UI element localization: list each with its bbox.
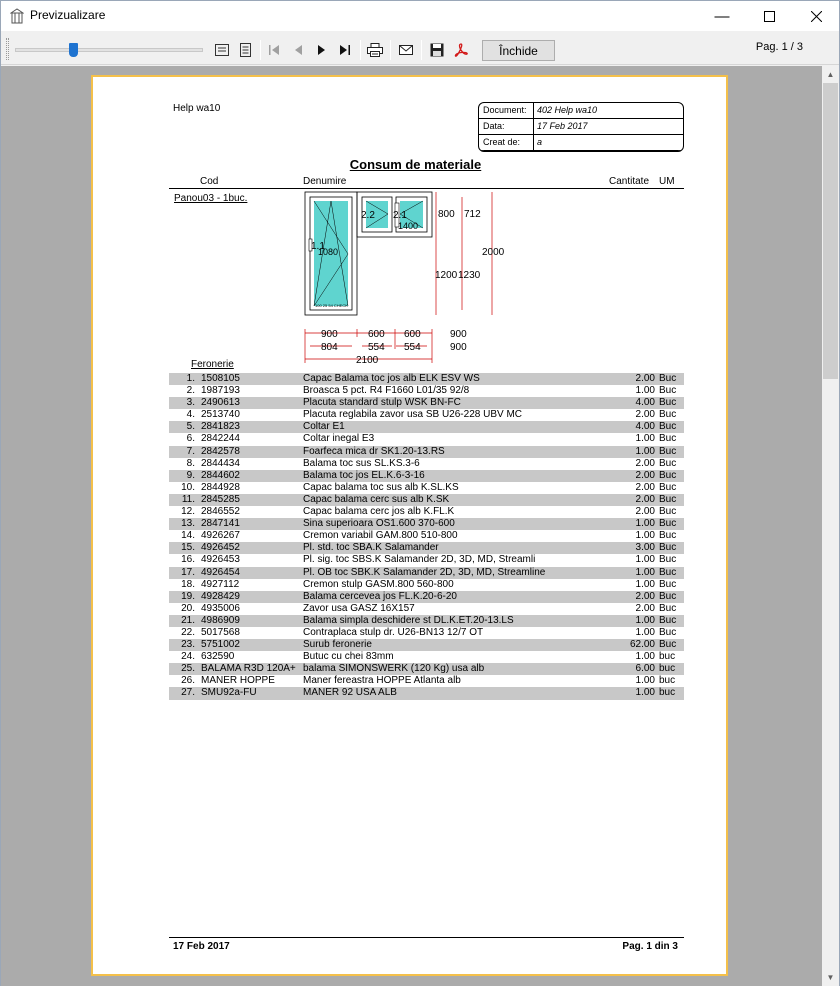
dimension-label: 554 bbox=[404, 342, 421, 353]
table-row bbox=[169, 530, 684, 542]
row-name: Capac balama cerc sus alb K.SK bbox=[303, 493, 450, 505]
close-preview-button[interactable]: Închide bbox=[482, 40, 555, 61]
row-code: 4926453 bbox=[201, 554, 240, 566]
column-header-denumire: Denumire bbox=[303, 176, 347, 187]
next-page-icon bbox=[317, 44, 327, 56]
doc-info-key: Data: bbox=[483, 121, 505, 131]
row-unit: Buc bbox=[659, 639, 677, 651]
table-row bbox=[169, 651, 684, 663]
row-number: 4. bbox=[186, 409, 195, 421]
table-row bbox=[169, 603, 684, 615]
minimize-icon: — bbox=[714, 7, 730, 25]
row-quantity: 1.00 bbox=[635, 626, 655, 638]
row-name: Capac balama toc sus alb K.SL.KS bbox=[303, 481, 459, 493]
previous-page-icon bbox=[293, 44, 303, 56]
print-button[interactable] bbox=[366, 41, 384, 59]
doc-info-value: 17 Feb 2017 bbox=[537, 121, 588, 131]
table-row bbox=[169, 518, 684, 530]
row-code: 4926267 bbox=[201, 530, 240, 542]
row-quantity: 4.00 bbox=[635, 397, 655, 409]
row-quantity: 1.00 bbox=[635, 530, 655, 542]
row-code: 2846552 bbox=[201, 506, 240, 518]
page-indicator: Pag. 1 / 3 bbox=[755, 41, 803, 53]
row-code: MANER HOPPE bbox=[201, 675, 275, 687]
row-unit: Buc bbox=[659, 626, 677, 638]
row-number: 23. bbox=[181, 639, 195, 651]
row-number: 18. bbox=[181, 578, 195, 590]
dimension-label: 900 bbox=[450, 329, 467, 340]
row-unit: Buc bbox=[659, 493, 677, 505]
row-unit: Buc bbox=[659, 469, 677, 481]
row-quantity: 1.00 bbox=[635, 687, 655, 699]
row-quantity: 3.00 bbox=[635, 542, 655, 554]
whole-page-icon bbox=[240, 43, 251, 57]
row-code: 5751002 bbox=[201, 639, 240, 651]
row-number: 17. bbox=[181, 566, 195, 578]
row-unit: Buc bbox=[659, 614, 677, 626]
first-page-icon bbox=[268, 44, 280, 56]
row-name: Coltar inegal E3 bbox=[303, 433, 375, 445]
report-header-title: Help wa10 bbox=[173, 103, 221, 114]
dimension-label: 804 bbox=[321, 342, 338, 353]
scroll-up-arrow-icon[interactable]: ▲ bbox=[826, 70, 835, 79]
dimension-label: 712 bbox=[464, 209, 481, 220]
table-row bbox=[169, 421, 684, 433]
minimize-button[interactable] bbox=[699, 1, 745, 31]
window-drawing bbox=[298, 189, 528, 364]
envelope-icon bbox=[399, 45, 413, 55]
panel-label: Panou03 - 1buc. bbox=[174, 193, 248, 204]
row-unit: Buc bbox=[659, 433, 677, 445]
row-code: 4935006 bbox=[201, 602, 240, 614]
row-unit: Buc bbox=[659, 457, 677, 469]
column-header-cod: Cod bbox=[200, 176, 219, 187]
table-row bbox=[169, 639, 684, 651]
page-width-icon bbox=[215, 44, 229, 56]
title-bar bbox=[1, 1, 839, 31]
row-quantity: 4.00 bbox=[635, 421, 655, 433]
row-code: 2841823 bbox=[201, 421, 240, 433]
maximize-icon bbox=[764, 11, 775, 22]
column-header-um: UM bbox=[659, 176, 675, 187]
row-name: Placuta standard stulp WSK BN-FC bbox=[303, 397, 461, 409]
row-number: 13. bbox=[181, 518, 195, 530]
doc-info-row bbox=[479, 135, 683, 151]
row-number: 26. bbox=[181, 675, 195, 687]
row-name: Balama toc sus SL.KS.3-6 bbox=[303, 457, 420, 469]
dimension-label: 554 bbox=[368, 342, 385, 353]
row-name: Pl. sig. toc SBS.K Salamander 2D, 3D, MD, Streamli bbox=[303, 554, 536, 566]
zoom-slider-track bbox=[15, 48, 203, 52]
scrollbar-thumb[interactable] bbox=[823, 83, 838, 379]
row-name: Placuta reglabila zavor usa SB U26-228 UBV MC bbox=[303, 409, 522, 421]
doc-info-key: Creat de: bbox=[483, 137, 521, 147]
row-quantity: 1.00 bbox=[635, 433, 655, 445]
row-quantity: 1.00 bbox=[635, 578, 655, 590]
table-row bbox=[169, 470, 684, 482]
table-row bbox=[169, 494, 684, 506]
table-row bbox=[169, 591, 684, 603]
row-code: 2844602 bbox=[201, 469, 240, 481]
row-name: Balama simpla deschidere st DL.K.ET.20-13.LS bbox=[303, 614, 514, 626]
row-unit: Buc bbox=[659, 385, 677, 397]
zoom-slider-thumb[interactable] bbox=[69, 43, 78, 57]
row-quantity: 6.00 bbox=[635, 663, 655, 675]
table-row bbox=[169, 506, 684, 518]
row-number: 7. bbox=[186, 445, 195, 457]
row-number: 16. bbox=[181, 554, 195, 566]
row-code: 2844928 bbox=[201, 481, 240, 493]
dimension-label: 900 bbox=[321, 329, 338, 340]
sash-dimension: 1400 bbox=[398, 221, 419, 231]
row-quantity: 2.00 bbox=[635, 506, 655, 518]
row-unit: buc bbox=[659, 687, 676, 699]
row-unit: Buc bbox=[659, 445, 677, 457]
row-number: 10. bbox=[181, 481, 195, 493]
dimension-label: 900 bbox=[450, 342, 467, 353]
table-row bbox=[169, 433, 684, 445]
row-number: 20. bbox=[181, 602, 195, 614]
table-row bbox=[169, 579, 684, 591]
report-page bbox=[91, 75, 728, 976]
pdf-icon bbox=[454, 43, 468, 57]
profile-text: 100 25 54 CHECK bbox=[315, 303, 348, 308]
row-quantity: 2.00 bbox=[635, 457, 655, 469]
row-code: 2513740 bbox=[201, 409, 240, 421]
row-number: 14. bbox=[181, 530, 195, 542]
row-number: 2. bbox=[186, 385, 195, 397]
row-name: Cremon variabil GAM.800 510-800 bbox=[303, 530, 458, 542]
row-quantity: 2.00 bbox=[635, 469, 655, 481]
doc-info-value: 402 Help wa10 bbox=[537, 105, 598, 115]
sash-dimension: 1080 bbox=[318, 247, 339, 257]
row-number: 11. bbox=[181, 493, 195, 505]
table-row bbox=[169, 446, 684, 458]
dimension-label: 1230 bbox=[458, 270, 481, 281]
row-unit: Buc bbox=[659, 566, 677, 578]
last-page-icon bbox=[339, 44, 351, 56]
toolbar-separator bbox=[421, 40, 422, 60]
row-name: Foarfeca mica dr SK1.20-13.RS bbox=[303, 445, 445, 457]
row-code: 2490613 bbox=[201, 397, 240, 409]
row-unit: Buc bbox=[659, 602, 677, 614]
table-row bbox=[169, 554, 684, 566]
dimension-label: 2100 bbox=[356, 355, 379, 364]
close-window-button[interactable] bbox=[793, 1, 839, 31]
row-code: 2842578 bbox=[201, 445, 240, 457]
report-heading: Consum de materiale bbox=[349, 157, 482, 172]
table-row bbox=[169, 409, 684, 421]
sash-label: 2.2 bbox=[361, 210, 375, 221]
row-number: 5. bbox=[186, 421, 195, 433]
row-unit: buc bbox=[659, 651, 676, 663]
row-quantity: 1.00 bbox=[635, 445, 655, 457]
row-code: 1987193 bbox=[201, 385, 240, 397]
doc-info-value: a bbox=[537, 137, 543, 147]
row-number: 19. bbox=[181, 590, 195, 602]
first-page-button[interactable] bbox=[265, 41, 283, 59]
toolbar-separator bbox=[390, 40, 391, 60]
toolbar-separator bbox=[360, 40, 361, 60]
zoom-slider[interactable] bbox=[15, 44, 203, 56]
previous-page-button[interactable] bbox=[289, 41, 307, 59]
row-number: 27. bbox=[181, 687, 195, 699]
row-name: Capac Balama toc jos alb ELK ESV WS bbox=[303, 373, 480, 384]
row-unit: Buc bbox=[659, 518, 677, 530]
footer-rule bbox=[169, 937, 684, 938]
row-unit: Buc bbox=[659, 373, 677, 384]
row-quantity: 2.00 bbox=[635, 481, 655, 493]
row-code: 2847141 bbox=[201, 518, 240, 530]
dimension-label: 600 bbox=[404, 329, 421, 340]
dimension-label: 600 bbox=[368, 329, 385, 340]
footer-page-number: Pag. 1 din 3 bbox=[622, 941, 678, 952]
row-quantity: 1.00 bbox=[635, 554, 655, 566]
export-pdf-button[interactable] bbox=[452, 41, 470, 59]
items-table bbox=[169, 373, 684, 700]
row-unit: Buc bbox=[659, 421, 677, 433]
section-title: Feronerie bbox=[191, 359, 234, 370]
row-quantity: 1.00 bbox=[635, 651, 655, 663]
doc-info-key: Document: bbox=[483, 105, 527, 115]
row-code: 2842244 bbox=[201, 433, 240, 445]
row-name: balama SIMONSWERK (120 Kg) usa alb bbox=[303, 663, 485, 675]
next-page-button[interactable] bbox=[313, 41, 331, 59]
row-code: SMU92a-FU bbox=[201, 687, 257, 699]
row-name: Contraplaca stulp dr. U26-BN13 12/7 OT bbox=[303, 626, 484, 638]
row-code: 1508105 bbox=[201, 373, 240, 384]
row-unit: Buc bbox=[659, 397, 677, 409]
row-number: 3. bbox=[186, 397, 195, 409]
row-number: 24. bbox=[181, 651, 195, 663]
row-name: Balama cercevea jos FL.K.20-6-20 bbox=[303, 590, 457, 602]
table-row bbox=[169, 385, 684, 397]
printer-icon bbox=[367, 43, 383, 57]
row-name: Butuc cu chei 83mm bbox=[303, 651, 394, 663]
dimension-label: 2000 bbox=[482, 247, 505, 258]
row-code: 5017568 bbox=[201, 626, 240, 638]
app-icon bbox=[10, 8, 24, 24]
row-quantity: 2.00 bbox=[635, 409, 655, 421]
table-row bbox=[169, 458, 684, 470]
row-quantity: 1.00 bbox=[635, 675, 655, 687]
row-unit: Buc bbox=[659, 590, 677, 602]
row-number: 1. bbox=[186, 373, 195, 384]
row-name: MANER 92 USA ALB bbox=[303, 687, 397, 699]
row-number: 12. bbox=[181, 506, 195, 518]
maximize-button[interactable] bbox=[746, 1, 792, 31]
dimension-label: 800 bbox=[438, 209, 455, 220]
row-code: 4927112 bbox=[201, 578, 240, 590]
table-row bbox=[169, 542, 684, 554]
toolbar-grip[interactable] bbox=[6, 38, 9, 60]
whole-page-button[interactable] bbox=[236, 41, 254, 59]
row-name: Pl. std. toc SBA.K Salamander bbox=[303, 542, 439, 554]
row-quantity: 1.00 bbox=[635, 518, 655, 530]
table-row bbox=[169, 675, 684, 687]
row-quantity: 1.00 bbox=[635, 566, 655, 578]
row-code: 2844434 bbox=[201, 457, 240, 469]
row-number: 15. bbox=[181, 542, 195, 554]
row-name: Surub feronerie bbox=[303, 639, 372, 651]
toolbar-separator bbox=[260, 40, 261, 60]
row-number: 22. bbox=[181, 626, 195, 638]
email-button[interactable] bbox=[397, 41, 415, 59]
row-unit: buc bbox=[659, 663, 676, 675]
column-header-cantitate: Cantitate bbox=[609, 176, 650, 187]
row-quantity: 2.00 bbox=[635, 590, 655, 602]
row-unit: Buc bbox=[659, 506, 677, 518]
row-unit: Buc bbox=[659, 578, 677, 590]
table-row bbox=[169, 615, 684, 627]
row-name: Capac balama cerc jos alb K.FL.K bbox=[303, 506, 455, 518]
table-row bbox=[169, 397, 684, 409]
row-name: Balama toc jos EL.K.6-3-16 bbox=[303, 469, 425, 481]
table-row bbox=[169, 567, 684, 579]
document-info-box bbox=[478, 102, 684, 152]
row-code: 2845285 bbox=[201, 493, 240, 505]
dimension-label: 1200 bbox=[435, 270, 458, 281]
toolbar bbox=[1, 32, 839, 65]
row-quantity: 2.00 bbox=[635, 493, 655, 505]
floppy-disk-icon bbox=[430, 43, 444, 57]
scroll-down-arrow-icon[interactable]: ▼ bbox=[826, 973, 835, 982]
row-number: 25. bbox=[181, 663, 195, 675]
row-unit: Buc bbox=[659, 481, 677, 493]
last-page-button[interactable] bbox=[336, 41, 354, 59]
doc-info-divider bbox=[533, 103, 534, 152]
window-title: Previzualizare bbox=[30, 8, 106, 22]
row-unit: Buc bbox=[659, 554, 677, 566]
sash-label: 2.1 bbox=[393, 210, 407, 221]
table-row bbox=[169, 663, 684, 675]
page-width-button[interactable] bbox=[213, 41, 231, 59]
row-quantity: 2.00 bbox=[635, 602, 655, 614]
row-number: 6. bbox=[186, 433, 195, 445]
sash-label: 1.1 bbox=[311, 241, 325, 252]
row-name: Coltar E1 bbox=[303, 421, 345, 433]
row-unit: Buc bbox=[659, 542, 677, 554]
row-unit: buc bbox=[659, 675, 676, 687]
row-unit: Buc bbox=[659, 409, 677, 421]
row-code: 4986909 bbox=[201, 614, 240, 626]
row-code: 4926454 bbox=[201, 566, 240, 578]
row-name: Maner fereastra HOPPE Atlanta alb bbox=[303, 675, 461, 687]
row-name: Pl. OB toc SBK.K Salamander 2D, 3D, MD, Streamline bbox=[303, 566, 546, 578]
table-row bbox=[169, 687, 684, 699]
row-name: Broasca 5 pct. R4 F1660 L01/35 92/8 bbox=[303, 385, 470, 397]
table-row bbox=[169, 482, 684, 494]
footer-date: 17 Feb 2017 bbox=[173, 941, 230, 952]
row-quantity: 1.00 bbox=[635, 385, 655, 397]
doc-info-row bbox=[479, 103, 683, 119]
close-icon bbox=[811, 11, 822, 22]
table-row bbox=[169, 373, 684, 385]
row-quantity: 62.00 bbox=[629, 639, 655, 651]
row-code: BALAMA R3D 120A+ bbox=[201, 663, 296, 675]
row-code: 4928429 bbox=[201, 590, 240, 602]
row-number: 21. bbox=[181, 614, 195, 626]
row-name: Sina superioara OS1.600 370-600 bbox=[303, 518, 455, 530]
save-button[interactable] bbox=[428, 41, 446, 59]
row-quantity: 2.00 bbox=[635, 373, 655, 384]
row-name: Cremon stulp GASM.800 560-800 bbox=[303, 578, 454, 590]
row-number: 9. bbox=[186, 469, 195, 481]
row-number: 8. bbox=[186, 457, 195, 469]
doc-info-row bbox=[479, 119, 683, 135]
row-unit: Buc bbox=[659, 530, 677, 542]
vertical-scrollbar[interactable] bbox=[822, 66, 839, 986]
row-quantity: 1.00 bbox=[635, 614, 655, 626]
row-code: 4926452 bbox=[201, 542, 240, 554]
row-code: 632590 bbox=[201, 651, 235, 663]
row-name: Zavor usa GASZ 16X157 bbox=[303, 602, 415, 614]
table-row bbox=[169, 627, 684, 639]
